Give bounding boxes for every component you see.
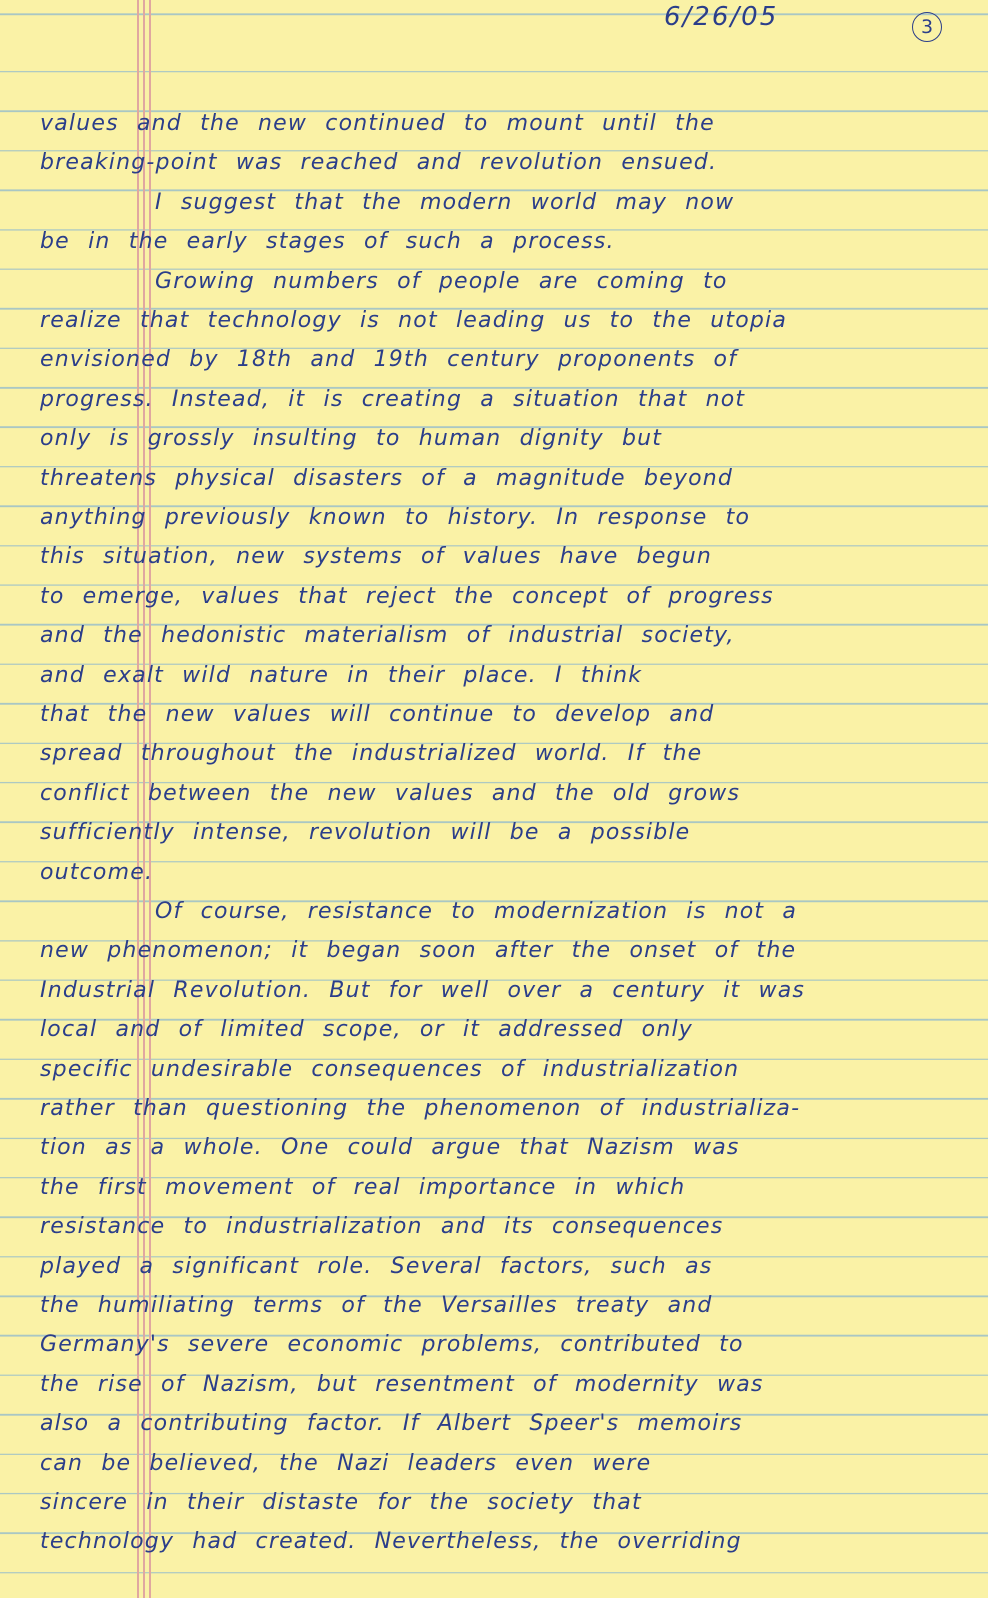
handwritten-line: progress. Instead, it is creating a situation that not [40, 386, 746, 412]
handwritten-line: threatens physical disasters of a magnitude beyond [40, 465, 734, 491]
handwritten-line: this situation, new systems of values have begun [40, 544, 713, 570]
handwritten-line: the rise of Nazism, but resentment of modernity was [40, 1371, 764, 1397]
handwritten-line: and the hedonistic materialism of industrial society, [40, 623, 735, 649]
handwritten-line: anything previously known to history. In response to [40, 505, 751, 530]
handwritten-line: outcome. [40, 859, 154, 885]
handwritten-line: conflict between the new values and the old grows [40, 780, 741, 806]
handwritten-line: be in the early stages of such a process. [40, 229, 615, 255]
handwritten-line: played a significant role. Several factors, such as [40, 1253, 713, 1279]
handwritten-line: the humiliating terms of the Versailles treaty and [40, 1293, 713, 1318]
handwritten-line: new phenomenon; it began soon after the onset of the [40, 938, 797, 964]
handwritten-line: Growing numbers of people are coming to [155, 268, 728, 294]
handwritten-line: values and the new continued to mount until the [40, 111, 715, 136]
handwritten-line: spread throughout the industrialized world. If the [40, 741, 703, 767]
handwritten-line: sincere in their distaste for the society that [40, 1490, 642, 1515]
handwritten-line: specific undesirable consequences of industrialization [40, 1056, 740, 1082]
handwritten-line: breaking-point was reached and revolution ensued. [40, 150, 718, 176]
handwritten-line: rather than questioning the phenomenon of industrializa- [40, 1096, 801, 1121]
handwritten-line: realize that technology is not leading us to the utopia [40, 308, 788, 333]
handwritten-line: I suggest that the modern world may now [155, 189, 735, 215]
handwritten-line: Of course, resistance to modernization is not a [155, 899, 798, 924]
handwritten-line: resistance to industrialization and its consequences [40, 1214, 724, 1240]
handwritten-line: also a contributing factor. If Albert Speer's memoirs [40, 1411, 743, 1437]
handwritten-line: Germany's severe economic problems, contributed to [40, 1332, 744, 1358]
handwritten-line: can be believed, the Nazi leaders even were [40, 1450, 652, 1476]
circled-page-number: 3 [912, 12, 942, 42]
handwritten-line: envisioned by 18th and 19th century proponents of [40, 347, 738, 373]
handwritten-line: that the new values will continue to develop and [40, 702, 715, 727]
handwritten-line: tion as a whole. One could argue that Nazism was [40, 1135, 740, 1161]
handwritten-line: only is grossly insulting to human dignity but [40, 426, 663, 452]
handwritten-date: 6/26/05 [664, 2, 779, 32]
handwritten-line: sufficiently intense, revolution will be a possible [40, 820, 691, 846]
handwritten-line: technology had created. Nevertheless, the overriding [40, 1529, 742, 1555]
handwritten-line: Industrial Revolution. But for well over a century it was [40, 977, 806, 1003]
handwritten-line: the first movement of real importance in which [40, 1174, 686, 1200]
handwritten-line: and exalt wild nature in their place. I think [40, 662, 643, 688]
handwritten-line: local and of limited scope, or it addressed only [40, 1017, 693, 1043]
handwritten-line: to emerge, values that reject the concept of progress [40, 583, 774, 609]
